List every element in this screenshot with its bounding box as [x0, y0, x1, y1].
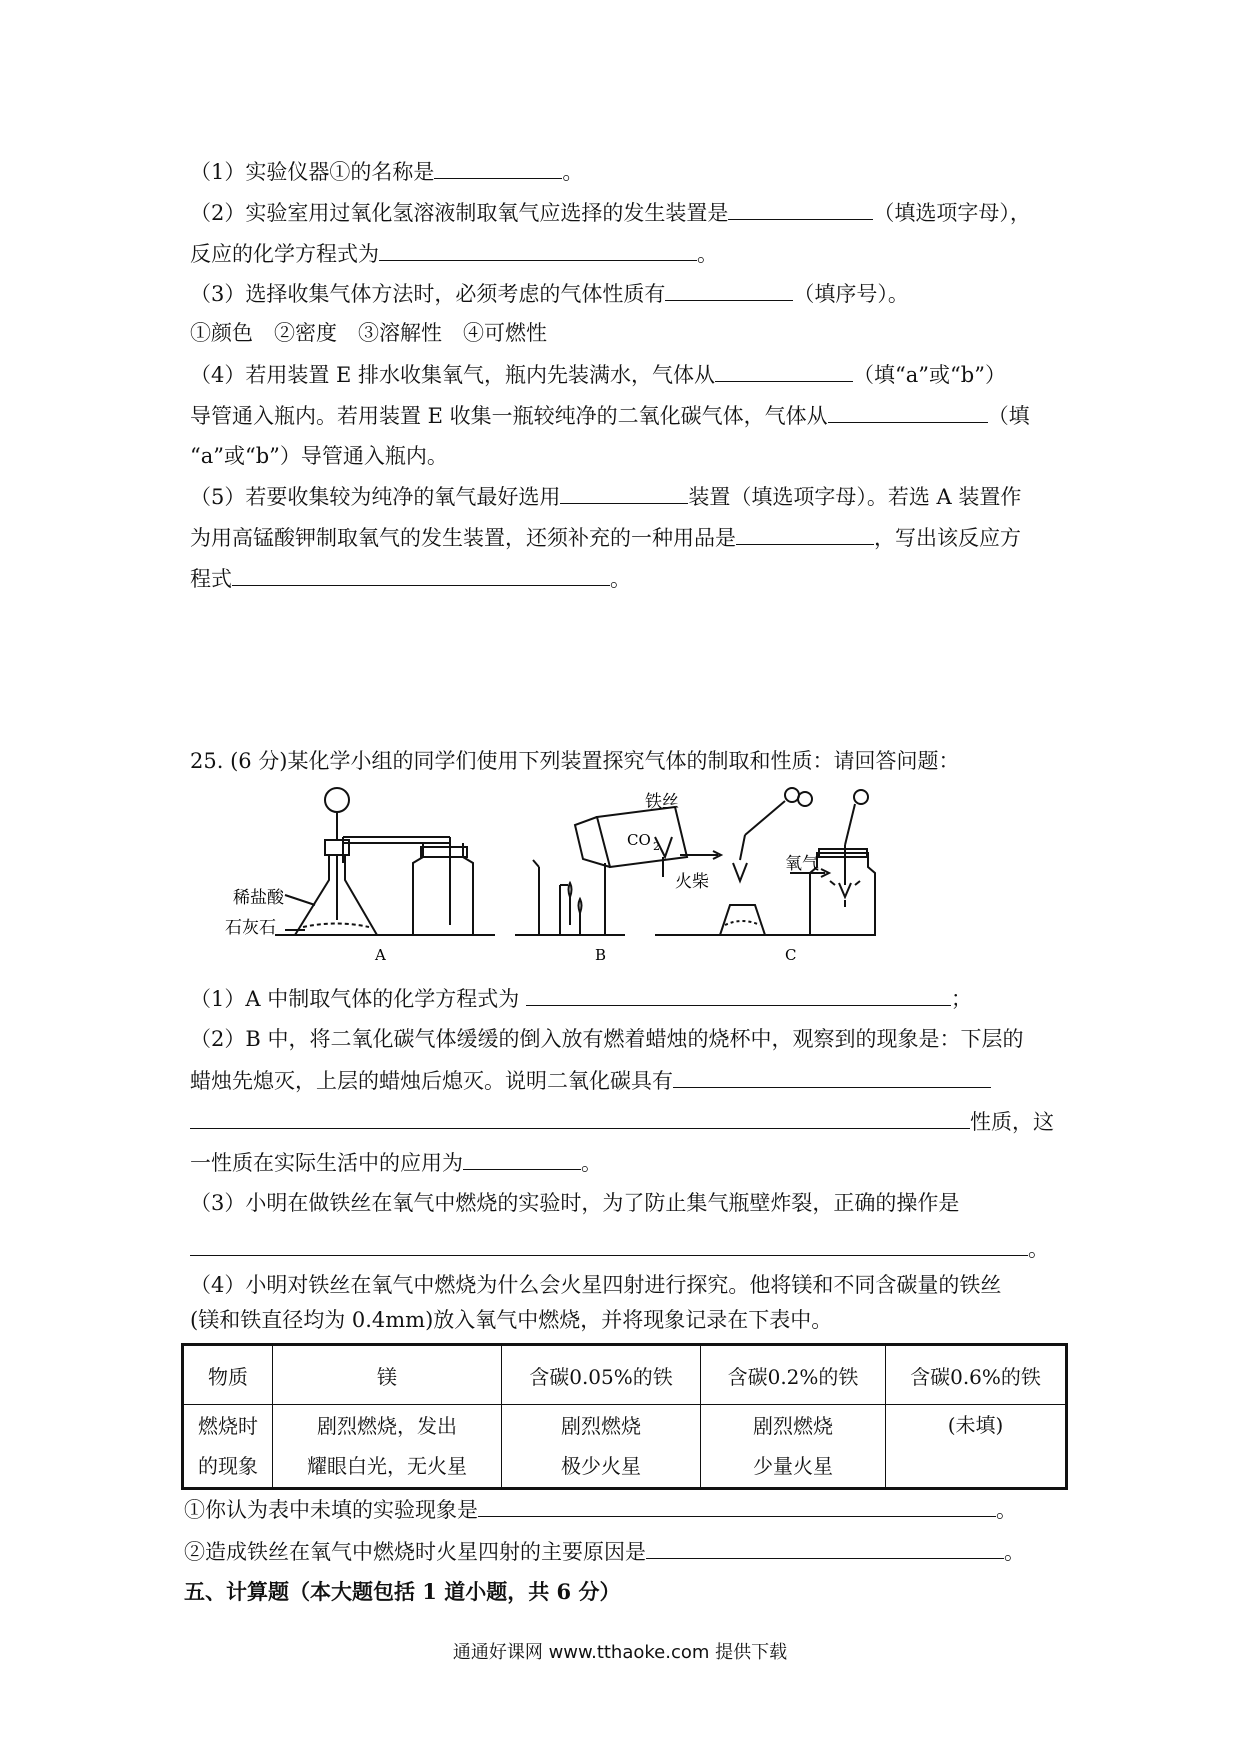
- label-oxygen: 氧气: [785, 854, 819, 874]
- answer-blank[interactable]: [736, 522, 874, 545]
- table-header-cell: 含碳0.05%的铁: [502, 1345, 701, 1405]
- table-header-cell: 物质: [183, 1345, 273, 1405]
- q24-part4-line2: 导管通入瓶内。若用装置 E 收集一瓶较纯净的二氧化碳气体，气体从 （填: [190, 400, 1030, 431]
- q25-part4-line2: (镁和铁直径均为 0.4mm)放入氧气中燃烧，并将现象记录在下表中。: [190, 1308, 833, 1332]
- answer-blank[interactable]: [463, 1147, 581, 1170]
- label-match: 火柴: [675, 872, 709, 892]
- q24-part2: （2）实验室用过氧化氢溶液制取氧气应选择的发生装置是 （填选项字母），: [190, 197, 1031, 228]
- section-five-heading: 五、计算题（本大题包括 1 道小题，共 6 分）: [184, 1579, 621, 1604]
- answer-blank[interactable]: [379, 238, 697, 261]
- table-cell: 剧烈燃烧，发出 耀眼白光，无火星: [273, 1405, 502, 1489]
- table-cell: 剧烈燃烧 极少火星: [502, 1405, 701, 1489]
- answer-blank[interactable]: [478, 1494, 996, 1517]
- apparatus-b-icon: [515, 807, 687, 935]
- answer-blank[interactable]: [646, 1536, 1004, 1559]
- table-header-cell: 镁: [273, 1345, 502, 1405]
- answer-blank[interactable]: [434, 156, 562, 179]
- table-row-label: 燃烧时 的现象: [183, 1405, 273, 1489]
- table-cell: (未填): [886, 1405, 1067, 1489]
- q24-part3-options: ①颜色 ②密度 ③溶解性 ④可燃性: [190, 321, 547, 345]
- q25-part2: （2）B 中，将二氧化碳气体缓缓的倒入放有燃着蜡烛的烧杯中，观察到的现象是：下层的: [190, 1027, 1024, 1051]
- answer-blank[interactable]: [190, 1233, 1028, 1256]
- label-a: A: [375, 946, 386, 964]
- q24-part2-equation: 反应的化学方程式为 。: [190, 238, 718, 269]
- apparatus-c-icon: [655, 788, 875, 935]
- q25-stem: 25. (6 分)某化学小组的同学们使用下列装置探究气体的制取和性质：请回答问题：: [190, 749, 960, 773]
- record-table: [181, 1343, 1068, 1490]
- q24-part4-line3: “a”或“b”）导管通入瓶内。: [190, 444, 448, 468]
- label-limestone: 石灰石: [225, 918, 276, 938]
- table-row: [183, 1405, 1067, 1489]
- q25-part4: （4）小明对铁丝在氧气中燃烧为什么会火星四射进行探究。他将镁和不同含碳量的铁丝: [190, 1273, 1002, 1297]
- q25-part1: （1）A 中制取气体的化学方程式为 ；: [190, 983, 972, 1014]
- answer-blank[interactable]: [715, 359, 853, 382]
- apparatus-a-icon: [275, 788, 495, 935]
- label-co2: CO: [627, 831, 651, 849]
- label-b: B: [595, 946, 607, 964]
- label-iron-wire: 铁丝: [645, 792, 679, 812]
- q25-sub1: ①你认为表中未填的实验现象是 。: [184, 1494, 1017, 1525]
- label-co2-subscript: 2: [653, 840, 660, 853]
- q24-part5-line3: 程式 。: [190, 563, 631, 594]
- answer-blank[interactable]: [828, 400, 988, 423]
- answer-blank[interactable]: [190, 1106, 970, 1129]
- q25-part3: （3）小明在做铁丝在氧气中燃烧的实验时，为了防止集气瓶壁炸裂，正确的操作是: [190, 1191, 960, 1215]
- table-cell: 剧烈燃烧 少量火星: [701, 1405, 886, 1489]
- q25-part2-line2: 蜡烛先熄灭，上层的蜡烛后熄灭。说明二氧化碳具有: [190, 1065, 991, 1096]
- table-header-cell: 含碳0.6%的铁: [886, 1345, 1067, 1405]
- answer-blank[interactable]: [665, 278, 793, 301]
- table-header-row: [183, 1345, 1067, 1405]
- label-c: C: [785, 946, 797, 964]
- answer-blank[interactable]: [560, 481, 688, 504]
- answer-blank[interactable]: [673, 1065, 991, 1088]
- q24-part3: （3）选择收集气体方法时，必须考虑的气体性质有 （填序号）。: [190, 278, 909, 309]
- answer-blank[interactable]: [526, 983, 951, 1006]
- answer-blank[interactable]: [232, 563, 610, 586]
- apparatus-figure: [225, 785, 995, 965]
- q25-sub2: ②造成铁丝在氧气中燃烧时火星四射的主要原因是 。: [184, 1536, 1025, 1567]
- label-acid: 稀盐酸: [233, 888, 284, 908]
- q24-part5-line2: 为用高锰酸钾制取氧气的发生装置，还须补充的一种用品是 ，写出该反应方: [190, 522, 1021, 553]
- footer-source: 通通好课网 www.tthaoke.com 提供下载: [452, 1642, 788, 1663]
- answer-blank[interactable]: [728, 197, 873, 220]
- table-header-cell: 含碳0.2%的铁: [701, 1345, 886, 1405]
- q25-part3-line2: 。: [190, 1233, 1049, 1264]
- q25-part2-line3: 性质，这: [190, 1106, 1054, 1137]
- q24-part5: （5）若要收集较为纯净的氧气最好选用 装置（填选项字母）。若选 A 装置作: [190, 481, 1021, 512]
- q25-part2-line4: 一性质在实际生活中的应用为 。: [190, 1147, 602, 1178]
- q24-part4: （4）若用装置 E 排水收集氧气，瓶内先装满水，气体从 （填“a”或“b”）: [190, 359, 1006, 390]
- q24-part1: （1）实验仪器①的名称是 。: [190, 156, 583, 187]
